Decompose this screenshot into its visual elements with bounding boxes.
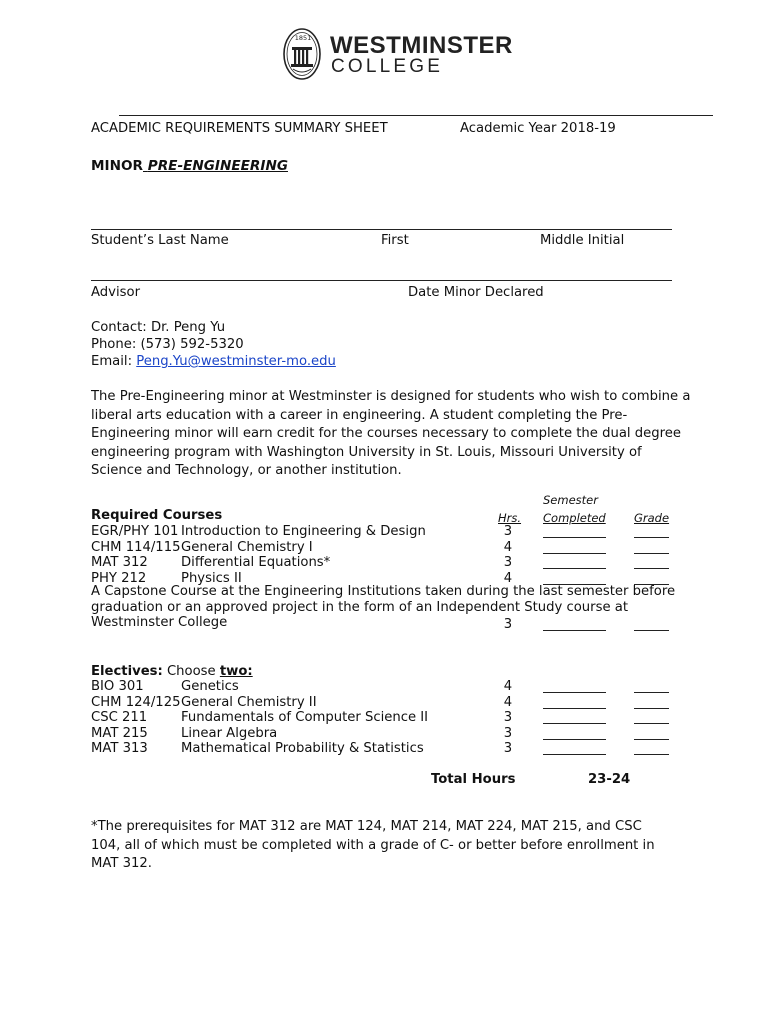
course-title: General Chemistry I (181, 539, 313, 555)
grade-blank[interactable] (634, 692, 669, 693)
course-title: Linear Algebra (181, 725, 278, 741)
minor-heading (91, 158, 288, 174)
grade-blank[interactable] (634, 754, 669, 755)
semester-completed-blank[interactable] (543, 692, 606, 693)
course-hours: 4 (503, 570, 513, 586)
grade-column-header: Grade (634, 511, 670, 525)
sheet-title: ACADEMIC REQUIREMENTS SUMMARY SHEET (91, 121, 388, 136)
course-hours: 3 (503, 710, 513, 725)
semester-column-header: Semester (543, 493, 598, 507)
college-subname: COLLEGE (331, 56, 444, 77)
grade-blank[interactable] (634, 739, 669, 740)
course-code: MAT 215 (91, 725, 148, 741)
capstone-text: A Capstone Course at the Engineering Institutions taken during the last semester before graduation or an approved project in the form of an Independent Study course at Westminster College (91, 584, 676, 631)
semester-completed-blank[interactable] (543, 754, 606, 755)
electives-label: Electives: (91, 664, 163, 679)
course-hours: 3 (503, 725, 513, 741)
advisor-line[interactable] (91, 280, 672, 281)
grade-blank[interactable] (634, 553, 669, 554)
course-row (91, 695, 681, 711)
minor-name: PRE-ENGINEERING (147, 158, 288, 174)
semester-completed-blank[interactable] (543, 553, 606, 554)
student-name-line[interactable] (91, 229, 672, 230)
minor-label: MINOR (91, 158, 143, 174)
semester-completed-blank[interactable] (543, 739, 606, 740)
course-code: MAT 313 (91, 741, 148, 756)
college-name: WESTMINSTER (330, 32, 513, 59)
grade-blank[interactable] (634, 630, 669, 631)
email-link[interactable]: Peng.Yu@westminster-mo.edu (136, 354, 336, 369)
course-code: CHM 114/115 (91, 539, 181, 555)
course-hours: 3 (503, 524, 513, 539)
course-row (91, 540, 681, 556)
course-row (91, 679, 681, 695)
total-hours-value: 23-24 (588, 772, 631, 787)
course-row (91, 741, 681, 757)
course-title: Genetics (181, 679, 239, 694)
grade-blank[interactable] (634, 723, 669, 724)
course-row (91, 555, 681, 571)
grade-blank[interactable] (634, 537, 669, 538)
course-hours: 4 (503, 679, 513, 694)
semester-completed-blank[interactable] (543, 723, 606, 724)
phone-line: Phone: (573) 592-5320 (91, 337, 244, 352)
electives-heading (91, 664, 253, 680)
capstone-hours: 3 (503, 617, 513, 632)
hours-column-header: Hrs. (498, 511, 522, 525)
contact-line: Contact: Dr. Peng Yu (91, 320, 226, 335)
course-title: Physics II (181, 570, 242, 586)
email-line (91, 354, 336, 370)
semester-completed-blank[interactable] (543, 537, 606, 538)
capstone-row (91, 617, 681, 633)
course-hours: 3 (503, 741, 513, 756)
email-label: Email: (91, 354, 137, 369)
electives-count: two: (219, 664, 253, 679)
course-title: Fundamentals of Computer Science II (181, 710, 429, 725)
last-name-label: Student’s Last Name (91, 233, 229, 248)
course-row (91, 726, 681, 742)
course-title: General Chemistry II (181, 694, 317, 710)
course-code: BIO 301 (91, 679, 144, 694)
required-courses-heading: Required Courses (91, 508, 223, 523)
semester-completed-blank[interactable] (543, 630, 606, 631)
completed-column-header: Completed (543, 511, 606, 525)
course-title: Introduction to Engineering & Design (181, 524, 426, 539)
course-title: Mathematical Probability & Statistics (181, 741, 424, 756)
grade-blank[interactable] (634, 568, 669, 569)
course-code: EGR/PHY 101 (91, 524, 179, 539)
header-rule (119, 115, 713, 116)
middle-initial-label: Middle Initial (540, 233, 625, 248)
seal-year-text (290, 31, 316, 43)
total-hours-label: Total Hours (431, 772, 516, 787)
course-title: Differential Equations* (181, 555, 331, 570)
course-code: PHY 212 (91, 570, 147, 586)
course-code: MAT 312 (91, 555, 148, 570)
course-hours: 4 (503, 539, 513, 555)
advisor-label: Advisor (91, 285, 140, 300)
prerequisite-footnote: *The prerequisites for MAT 312 are MAT 124, MAT 214, MAT 224, MAT 215, and CSC 104, all of which must be completed with a grade of C- or better before enrollment in MAT 312. (91, 819, 655, 872)
minor-description: The Pre-Engineering minor at Westminster is designed for students who wish to combine a liberal arts education with a career in engineering. A student completing the Pre-Engineering minor will earn credit for the courses necessary to complete the dual degree engineering program with Washington University in St. Louis, Missouri University of Science and Technology, or another institution. (91, 389, 691, 479)
course-hours: 3 (503, 555, 513, 570)
semester-completed-blank[interactable] (543, 568, 606, 569)
course-row (91, 524, 681, 540)
course-code: CSC 211 (91, 710, 148, 725)
electives-choose: Choose (162, 664, 220, 679)
svg-text:1851: 1851 (294, 34, 312, 42)
academic-year: Academic Year 2018-19 (460, 121, 616, 136)
course-row (91, 710, 681, 726)
first-name-label: First (381, 233, 409, 248)
course-hours: 4 (503, 694, 513, 710)
date-declared-label: Date Minor Declared (408, 285, 544, 300)
course-code: CHM 124/125 (91, 694, 181, 710)
semester-completed-blank[interactable] (543, 708, 606, 709)
grade-blank[interactable] (634, 708, 669, 709)
